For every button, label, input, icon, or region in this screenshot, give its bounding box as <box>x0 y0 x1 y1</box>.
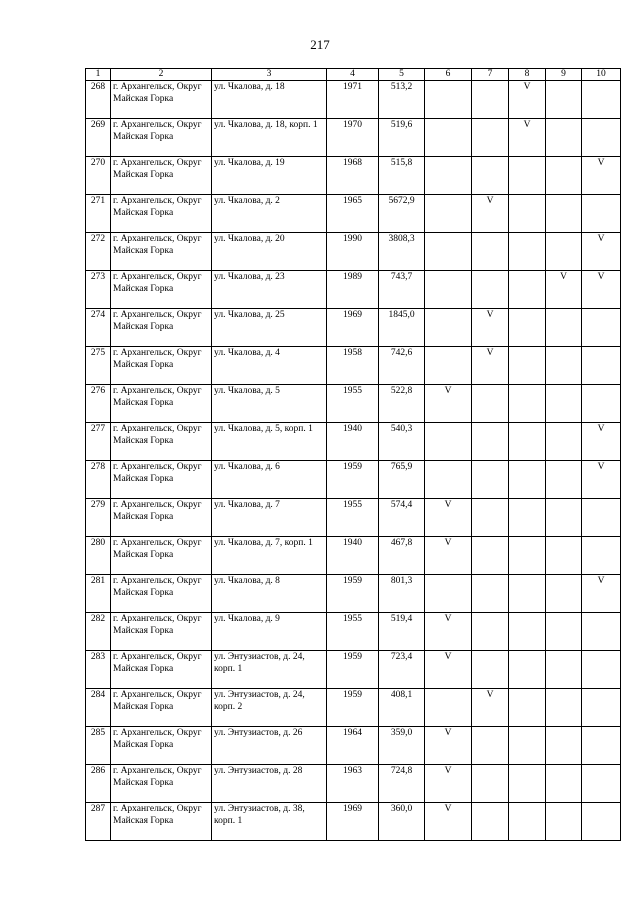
mark-col-10 <box>582 689 621 727</box>
area-cell: 519,4 <box>379 613 425 651</box>
mark-col-10 <box>582 727 621 765</box>
mark-col-8 <box>509 499 546 537</box>
area-cell: 360,0 <box>379 803 425 841</box>
column-header: 8 <box>509 69 546 81</box>
table-row <box>86 195 621 233</box>
mark-col-6 <box>425 195 472 233</box>
mark-col-6 <box>425 81 472 119</box>
mark-col-9 <box>546 803 582 841</box>
year-cell: 1968 <box>327 157 379 195</box>
city-cell: г. Архангельск, Округ Майская Горка <box>111 613 212 651</box>
year-cell: 1940 <box>327 537 379 575</box>
table-row <box>86 651 621 689</box>
address-cell: ул. Чкалова, д. 5 <box>212 385 327 423</box>
mark-col-7 <box>472 651 509 689</box>
row-number: 269 <box>86 119 111 157</box>
row-number: 272 <box>86 233 111 271</box>
mark-col-6 <box>425 157 472 195</box>
table-row <box>86 765 621 803</box>
mark-col-7 <box>472 613 509 651</box>
mark-col-9 <box>546 575 582 613</box>
year-cell: 1965 <box>327 195 379 233</box>
area-cell: 522,8 <box>379 385 425 423</box>
column-header: 1 <box>86 69 111 81</box>
year-cell: 1970 <box>327 119 379 157</box>
mark-col-9 <box>546 309 582 347</box>
year-cell: 1940 <box>327 423 379 461</box>
mark-col-7 <box>472 575 509 613</box>
mark-col-8 <box>509 613 546 651</box>
row-number: 281 <box>86 575 111 613</box>
address-cell: ул. Чкалова, д. 7, корп. 1 <box>212 537 327 575</box>
mark-col-10 <box>582 385 621 423</box>
city-cell: г. Архангельск, Округ Майская Горка <box>111 157 212 195</box>
mark-col-9 <box>546 499 582 537</box>
mark-col-10 <box>582 803 621 841</box>
mark-col-9 <box>546 727 582 765</box>
mark-col-10: V <box>582 233 621 271</box>
mark-col-9 <box>546 423 582 461</box>
row-number: 275 <box>86 347 111 385</box>
mark-col-6 <box>425 309 472 347</box>
mark-col-6 <box>425 689 472 727</box>
mark-col-6 <box>425 347 472 385</box>
address-cell: ул. Чкалова, д. 2 <box>212 195 327 233</box>
table-row <box>86 461 621 499</box>
mark-col-6: V <box>425 613 472 651</box>
mark-col-9 <box>546 689 582 727</box>
area-cell: 574,4 <box>379 499 425 537</box>
mark-col-9 <box>546 765 582 803</box>
area-cell: 743,7 <box>379 271 425 309</box>
year-cell: 1959 <box>327 575 379 613</box>
table-row <box>86 271 621 309</box>
mark-col-6: V <box>425 385 472 423</box>
mark-col-7: V <box>472 309 509 347</box>
mark-col-6 <box>425 461 472 499</box>
address-cell: ул. Чкалова, д. 23 <box>212 271 327 309</box>
mark-col-8 <box>509 385 546 423</box>
table-row <box>86 689 621 727</box>
mark-col-8 <box>509 803 546 841</box>
area-cell: 724,8 <box>379 765 425 803</box>
year-cell: 1969 <box>327 803 379 841</box>
table-row <box>86 727 621 765</box>
table-row <box>86 119 621 157</box>
city-cell: г. Архангельск, Округ Майская Горка <box>111 119 212 157</box>
row-number: 268 <box>86 81 111 119</box>
year-cell: 1959 <box>327 461 379 499</box>
row-number: 282 <box>86 613 111 651</box>
mark-col-10 <box>582 119 621 157</box>
address-cell: ул. Чкалова, д. 18, корп. 1 <box>212 119 327 157</box>
year-cell: 1959 <box>327 689 379 727</box>
mark-col-9 <box>546 461 582 499</box>
mark-col-10: V <box>582 157 621 195</box>
mark-col-10 <box>582 81 621 119</box>
city-cell: г. Архангельск, Округ Майская Горка <box>111 271 212 309</box>
area-cell: 513,2 <box>379 81 425 119</box>
mark-col-8 <box>509 309 546 347</box>
mark-col-6 <box>425 423 472 461</box>
mark-col-7: V <box>472 195 509 233</box>
mark-col-7 <box>472 537 509 575</box>
year-cell: 1959 <box>327 651 379 689</box>
mark-col-6 <box>425 575 472 613</box>
mark-col-6: V <box>425 727 472 765</box>
address-cell: ул. Чкалова, д. 25 <box>212 309 327 347</box>
mark-col-8 <box>509 195 546 233</box>
mark-col-8 <box>509 347 546 385</box>
area-cell: 801,3 <box>379 575 425 613</box>
mark-col-7 <box>472 271 509 309</box>
year-cell: 1955 <box>327 499 379 537</box>
row-number: 276 <box>86 385 111 423</box>
city-cell: г. Архангельск, Округ Майская Горка <box>111 689 212 727</box>
mark-col-6: V <box>425 499 472 537</box>
mark-col-8 <box>509 461 546 499</box>
column-header: 6 <box>425 69 472 81</box>
city-cell: г. Архангельск, Округ Майская Горка <box>111 81 212 119</box>
column-header: 3 <box>212 69 327 81</box>
mark-col-8 <box>509 689 546 727</box>
mark-col-6 <box>425 233 472 271</box>
year-cell: 1955 <box>327 385 379 423</box>
row-number: 274 <box>86 309 111 347</box>
mark-col-8: V <box>509 119 546 157</box>
column-header: 5 <box>379 69 425 81</box>
mark-col-9 <box>546 119 582 157</box>
mark-col-9 <box>546 81 582 119</box>
row-number: 280 <box>86 537 111 575</box>
mark-col-9 <box>546 195 582 233</box>
city-cell: г. Архангельск, Округ Майская Горка <box>111 765 212 803</box>
mark-col-10: V <box>582 271 621 309</box>
mark-col-9 <box>546 651 582 689</box>
mark-col-7 <box>472 423 509 461</box>
mark-col-7 <box>472 461 509 499</box>
address-cell: ул. Чкалова, д. 8 <box>212 575 327 613</box>
address-cell: ул. Энтузиастов, д. 26 <box>212 727 327 765</box>
address-cell: ул. Чкалова, д. 20 <box>212 233 327 271</box>
area-cell: 1845,0 <box>379 309 425 347</box>
column-header: 9 <box>546 69 582 81</box>
city-cell: г. Архангельск, Округ Майская Горка <box>111 347 212 385</box>
mark-col-8 <box>509 271 546 309</box>
register-table <box>85 68 621 841</box>
row-number: 283 <box>86 651 111 689</box>
mark-col-9 <box>546 233 582 271</box>
mark-col-7 <box>472 499 509 537</box>
row-number: 271 <box>86 195 111 233</box>
city-cell: г. Архангельск, Округ Майская Горка <box>111 195 212 233</box>
table-row <box>86 81 621 119</box>
mark-col-6: V <box>425 651 472 689</box>
column-header: 10 <box>582 69 621 81</box>
year-cell: 1990 <box>327 233 379 271</box>
address-cell: ул. Чкалова, д. 5, корп. 1 <box>212 423 327 461</box>
area-cell: 467,8 <box>379 537 425 575</box>
table-row <box>86 423 621 461</box>
mark-col-10 <box>582 195 621 233</box>
mark-col-9: V <box>546 271 582 309</box>
mark-col-9 <box>546 613 582 651</box>
table-row <box>86 347 621 385</box>
area-cell: 515,8 <box>379 157 425 195</box>
row-number: 277 <box>86 423 111 461</box>
table-row <box>86 575 621 613</box>
address-cell: ул. Энтузиастов, д. 38, корп. 1 <box>212 803 327 841</box>
year-cell: 1989 <box>327 271 379 309</box>
table-row <box>86 157 621 195</box>
mark-col-10 <box>582 499 621 537</box>
mark-col-8 <box>509 233 546 271</box>
mark-col-6: V <box>425 765 472 803</box>
mark-col-9 <box>546 537 582 575</box>
table-row <box>86 385 621 423</box>
mark-col-8 <box>509 651 546 689</box>
table-row <box>86 499 621 537</box>
address-cell: ул. Чкалова, д. 19 <box>212 157 327 195</box>
mark-col-9 <box>546 157 582 195</box>
row-number: 286 <box>86 765 111 803</box>
column-header: 7 <box>472 69 509 81</box>
column-header: 4 <box>327 69 379 81</box>
mark-col-7 <box>472 727 509 765</box>
mark-col-6: V <box>425 537 472 575</box>
area-cell: 742,6 <box>379 347 425 385</box>
mark-col-6 <box>425 119 472 157</box>
mark-col-10: V <box>582 461 621 499</box>
table-row <box>86 803 621 841</box>
city-cell: г. Архангельск, Округ Майская Горка <box>111 385 212 423</box>
mark-col-9 <box>546 347 582 385</box>
mark-col-7: V <box>472 347 509 385</box>
column-header: 2 <box>111 69 212 81</box>
city-cell: г. Архангельск, Округ Майская Горка <box>111 499 212 537</box>
mark-col-8 <box>509 423 546 461</box>
mark-col-7 <box>472 81 509 119</box>
mark-col-7 <box>472 119 509 157</box>
row-number: 285 <box>86 727 111 765</box>
city-cell: г. Архангельск, Округ Майская Горка <box>111 461 212 499</box>
mark-col-8 <box>509 157 546 195</box>
city-cell: г. Архангельск, Округ Майская Горка <box>111 803 212 841</box>
address-cell: ул. Энтузиастов, д. 24, корп. 2 <box>212 689 327 727</box>
address-cell: ул. Чкалова, д. 4 <box>212 347 327 385</box>
table-row <box>86 613 621 651</box>
address-cell: ул. Чкалова, д. 7 <box>212 499 327 537</box>
mark-col-10: V <box>582 575 621 613</box>
year-cell: 1964 <box>327 727 379 765</box>
mark-col-9 <box>546 385 582 423</box>
mark-col-6 <box>425 271 472 309</box>
mark-col-8 <box>509 537 546 575</box>
mark-col-7: V <box>472 689 509 727</box>
row-number: 270 <box>86 157 111 195</box>
mark-col-7 <box>472 157 509 195</box>
address-cell: ул. Энтузиастов, д. 24, корп. 1 <box>212 651 327 689</box>
year-cell: 1958 <box>327 347 379 385</box>
mark-col-10 <box>582 537 621 575</box>
mark-col-8 <box>509 765 546 803</box>
mark-col-10 <box>582 309 621 347</box>
year-cell: 1963 <box>327 765 379 803</box>
area-cell: 359,0 <box>379 727 425 765</box>
area-cell: 5672,9 <box>379 195 425 233</box>
row-number: 287 <box>86 803 111 841</box>
table-row <box>86 537 621 575</box>
city-cell: г. Архангельск, Округ Майская Горка <box>111 727 212 765</box>
area-cell: 540,3 <box>379 423 425 461</box>
header-row <box>86 69 621 81</box>
mark-col-10: V <box>582 423 621 461</box>
address-cell: ул. Чкалова, д. 18 <box>212 81 327 119</box>
year-cell: 1971 <box>327 81 379 119</box>
row-number: 278 <box>86 461 111 499</box>
year-cell: 1955 <box>327 613 379 651</box>
page-number: 217 <box>310 37 330 52</box>
mark-col-7 <box>472 803 509 841</box>
area-cell: 519,6 <box>379 119 425 157</box>
row-number: 273 <box>86 271 111 309</box>
row-number: 279 <box>86 499 111 537</box>
city-cell: г. Архангельск, Округ Майская Горка <box>111 309 212 347</box>
address-cell: ул. Чкалова, д. 9 <box>212 613 327 651</box>
city-cell: г. Архангельск, Округ Майская Горка <box>111 651 212 689</box>
address-cell: ул. Чкалова, д. 6 <box>212 461 327 499</box>
mark-col-10 <box>582 651 621 689</box>
area-cell: 765,9 <box>379 461 425 499</box>
area-cell: 723,4 <box>379 651 425 689</box>
city-cell: г. Архангельск, Округ Майская Горка <box>111 423 212 461</box>
area-cell: 408,1 <box>379 689 425 727</box>
year-cell: 1969 <box>327 309 379 347</box>
mark-col-10 <box>582 347 621 385</box>
address-cell: ул. Энтузиастов, д. 28 <box>212 765 327 803</box>
mark-col-8 <box>509 727 546 765</box>
row-number: 284 <box>86 689 111 727</box>
mark-col-7 <box>472 233 509 271</box>
city-cell: г. Архангельск, Округ Майская Горка <box>111 575 212 613</box>
mark-col-6: V <box>425 803 472 841</box>
mark-col-7 <box>472 385 509 423</box>
table-row <box>86 233 621 271</box>
mark-col-10 <box>582 613 621 651</box>
mark-col-7 <box>472 765 509 803</box>
city-cell: г. Архангельск, Округ Майская Горка <box>111 537 212 575</box>
mark-col-10 <box>582 765 621 803</box>
table-row <box>86 309 621 347</box>
mark-col-8 <box>509 575 546 613</box>
mark-col-8: V <box>509 81 546 119</box>
area-cell: 3808,3 <box>379 233 425 271</box>
city-cell: г. Архангельск, Округ Майская Горка <box>111 233 212 271</box>
